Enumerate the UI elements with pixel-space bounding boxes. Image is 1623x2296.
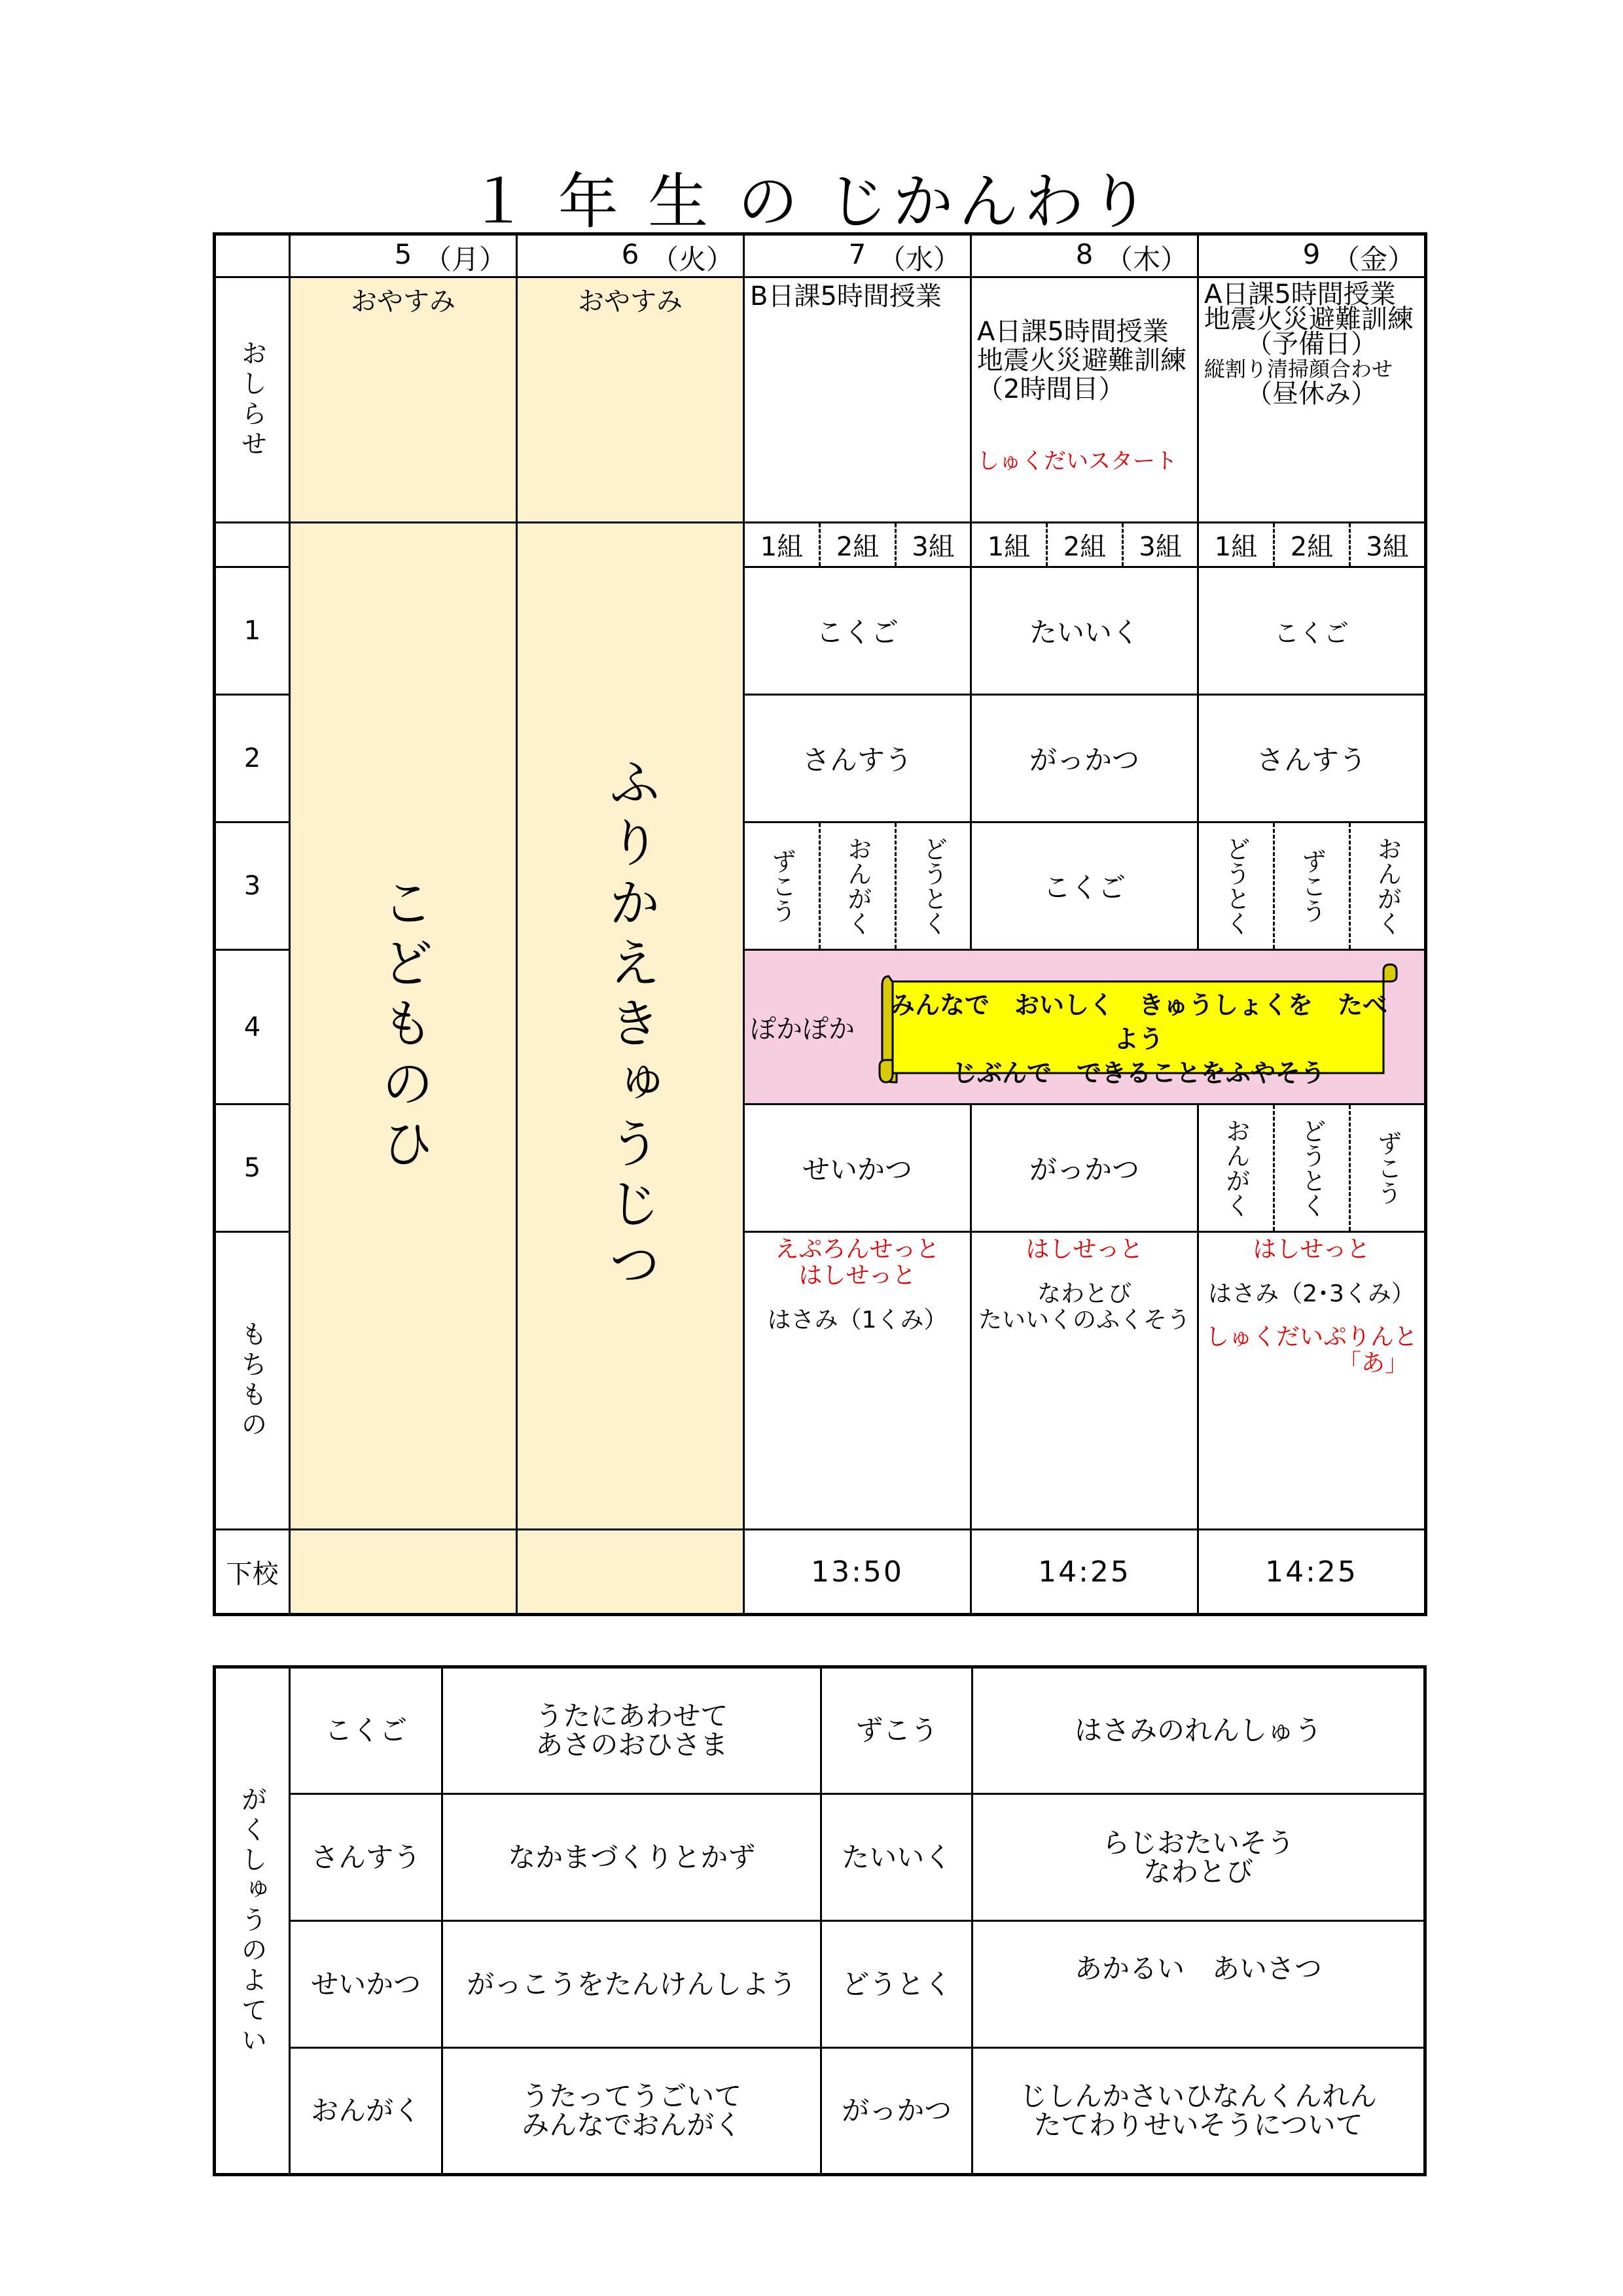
class-1: 1組 xyxy=(744,523,820,567)
notice-fri: A日課5時間授業 地震火災避難訓練 （予備日） 縦割り清掃顔合わせ （昼休み） xyxy=(1198,277,1426,523)
items-thu: はしせっと なわとび たいいくのふくそう xyxy=(971,1232,1198,1530)
notice-wed: B日課5時間授業 xyxy=(744,277,971,523)
study-content: なかまづくりとかず xyxy=(442,1794,821,1921)
study-row xyxy=(215,1667,1425,1794)
subject-cell: おんがく xyxy=(820,822,896,950)
class-3: 3組 xyxy=(1350,523,1426,567)
study-content: うたってうごいて みんなでおんがく xyxy=(442,2048,821,2175)
study-subject: さんすう xyxy=(290,1794,442,1921)
class-3: 3組 xyxy=(1123,523,1198,567)
study-subject: たいいく xyxy=(821,1794,972,1921)
subject-cell: がっかつ xyxy=(971,695,1198,822)
day-header-thu: 8 （木） xyxy=(971,234,1198,277)
subject-cell: さんすう xyxy=(744,695,971,822)
notice-tue: おやすみ xyxy=(517,277,744,523)
subject-cell: ずこう xyxy=(1350,1104,1426,1232)
study-subject: がっかつ xyxy=(821,2048,972,2175)
study-subject: ずこう xyxy=(821,1667,972,1794)
subject-cell: たいいく xyxy=(971,567,1198,695)
banner-line-2: じぶんで できることをふやそう xyxy=(952,1059,1325,1087)
subject-cell: さんすう xyxy=(1198,695,1426,822)
row-label-p4: 4 xyxy=(215,950,290,1104)
subject-cell: おんがく xyxy=(1350,822,1426,950)
study-subject: こくご xyxy=(290,1667,442,1794)
subject-cell: ずこう xyxy=(744,822,820,950)
subject-cell: こくご xyxy=(744,567,971,695)
class-3: 3組 xyxy=(896,523,971,567)
day-header-tue: 6 （火） xyxy=(517,234,744,277)
pokapoka-label: ぽかぽか xyxy=(750,1014,855,1044)
subject-cell: せいかつ xyxy=(744,1104,971,1232)
class-2: 2組 xyxy=(1047,523,1123,567)
items-fri: はしせっと はさみ（2･3くみ） しゅくだいぷりんと 「あ」 xyxy=(1198,1232,1426,1530)
study-subject: おんがく xyxy=(290,2048,442,2175)
study-content: らじおたいそう なわとび xyxy=(972,1794,1425,1921)
study-plan-table xyxy=(213,1665,1427,2176)
subject-cell: どうとく xyxy=(1274,1104,1350,1232)
study-content: うたにあわせて あさのおひさま xyxy=(442,1667,821,1794)
day-header-row xyxy=(215,234,1426,277)
dismissal-fri: 14:25 xyxy=(1198,1530,1426,1615)
day-header-wed: 7 （水） xyxy=(744,234,971,277)
subject-cell: ずこう xyxy=(1274,822,1350,950)
row-label-notice: おしらせ xyxy=(215,277,290,523)
day-header-fri: 9 （金） xyxy=(1198,234,1426,277)
study-subject: どうとく xyxy=(821,1921,972,2048)
study-content: あかるい あいさつ xyxy=(972,1921,1425,2048)
items-wed: えぷろんせっと はしせっと はさみ（1くみ） xyxy=(744,1232,971,1530)
holiday-tue: ふりかえきゅうじつ xyxy=(517,523,744,1530)
dismissal-wed: 13:50 xyxy=(744,1530,971,1615)
study-label: がくしゅうのよてい xyxy=(215,1667,290,2175)
subject-cell: こくご xyxy=(971,822,1198,950)
banner-line-1: みんなで おいしく きゅうしょくを たべよう xyxy=(889,991,1387,1053)
subject-cell: がっかつ xyxy=(971,1104,1198,1232)
study-row xyxy=(215,1921,1425,2048)
row-label-items: もちもの xyxy=(215,1232,290,1530)
subject-cell: どうとく xyxy=(896,822,971,950)
class-2: 2組 xyxy=(820,523,896,567)
study-content: じしんかさいひなんくんれん たてわりせいそうについて xyxy=(972,2048,1425,2175)
row-label-p1: 1 xyxy=(215,567,290,695)
dismissal-row xyxy=(215,1530,1426,1615)
row-label-p2: 2 xyxy=(215,695,290,822)
holiday-mon: こどものひ xyxy=(290,523,517,1530)
subject-cell: おんがく xyxy=(1198,1104,1274,1232)
notice-mon: おやすみ xyxy=(290,277,517,523)
study-row xyxy=(215,1794,1425,1921)
weekly-schedule-table xyxy=(213,232,1427,1616)
study-content: がっこうをたんけんしよう xyxy=(442,1921,821,2048)
row-label-p3: 3 xyxy=(215,822,290,950)
class-2: 2組 xyxy=(1274,523,1350,567)
study-content: はさみのれんしゅう xyxy=(972,1667,1425,1794)
day-header-mon: 5 （月） xyxy=(290,234,517,277)
corner-cell xyxy=(215,234,290,277)
dismissal-thu: 14:25 xyxy=(971,1530,1198,1615)
page-title: １ 年 生 の じかんわり xyxy=(468,167,1155,237)
row-label-p5: 5 xyxy=(215,1104,290,1232)
subject-cell: どうとく xyxy=(1198,822,1274,950)
study-row xyxy=(215,2048,1425,2175)
class-header-row xyxy=(215,523,1426,567)
notice-row xyxy=(215,277,1426,523)
class-1: 1組 xyxy=(1198,523,1274,567)
row-label-dismissal: 下校 xyxy=(215,1530,290,1615)
notice-thu: A日課5時間授業 地震火災避難訓練 （2時間目） しゅくだいスタート xyxy=(971,277,1198,523)
banner-text xyxy=(883,988,1394,1090)
class-1: 1組 xyxy=(971,523,1047,567)
subject-cell: こくご xyxy=(1198,567,1426,695)
study-subject: せいかつ xyxy=(290,1921,442,2048)
